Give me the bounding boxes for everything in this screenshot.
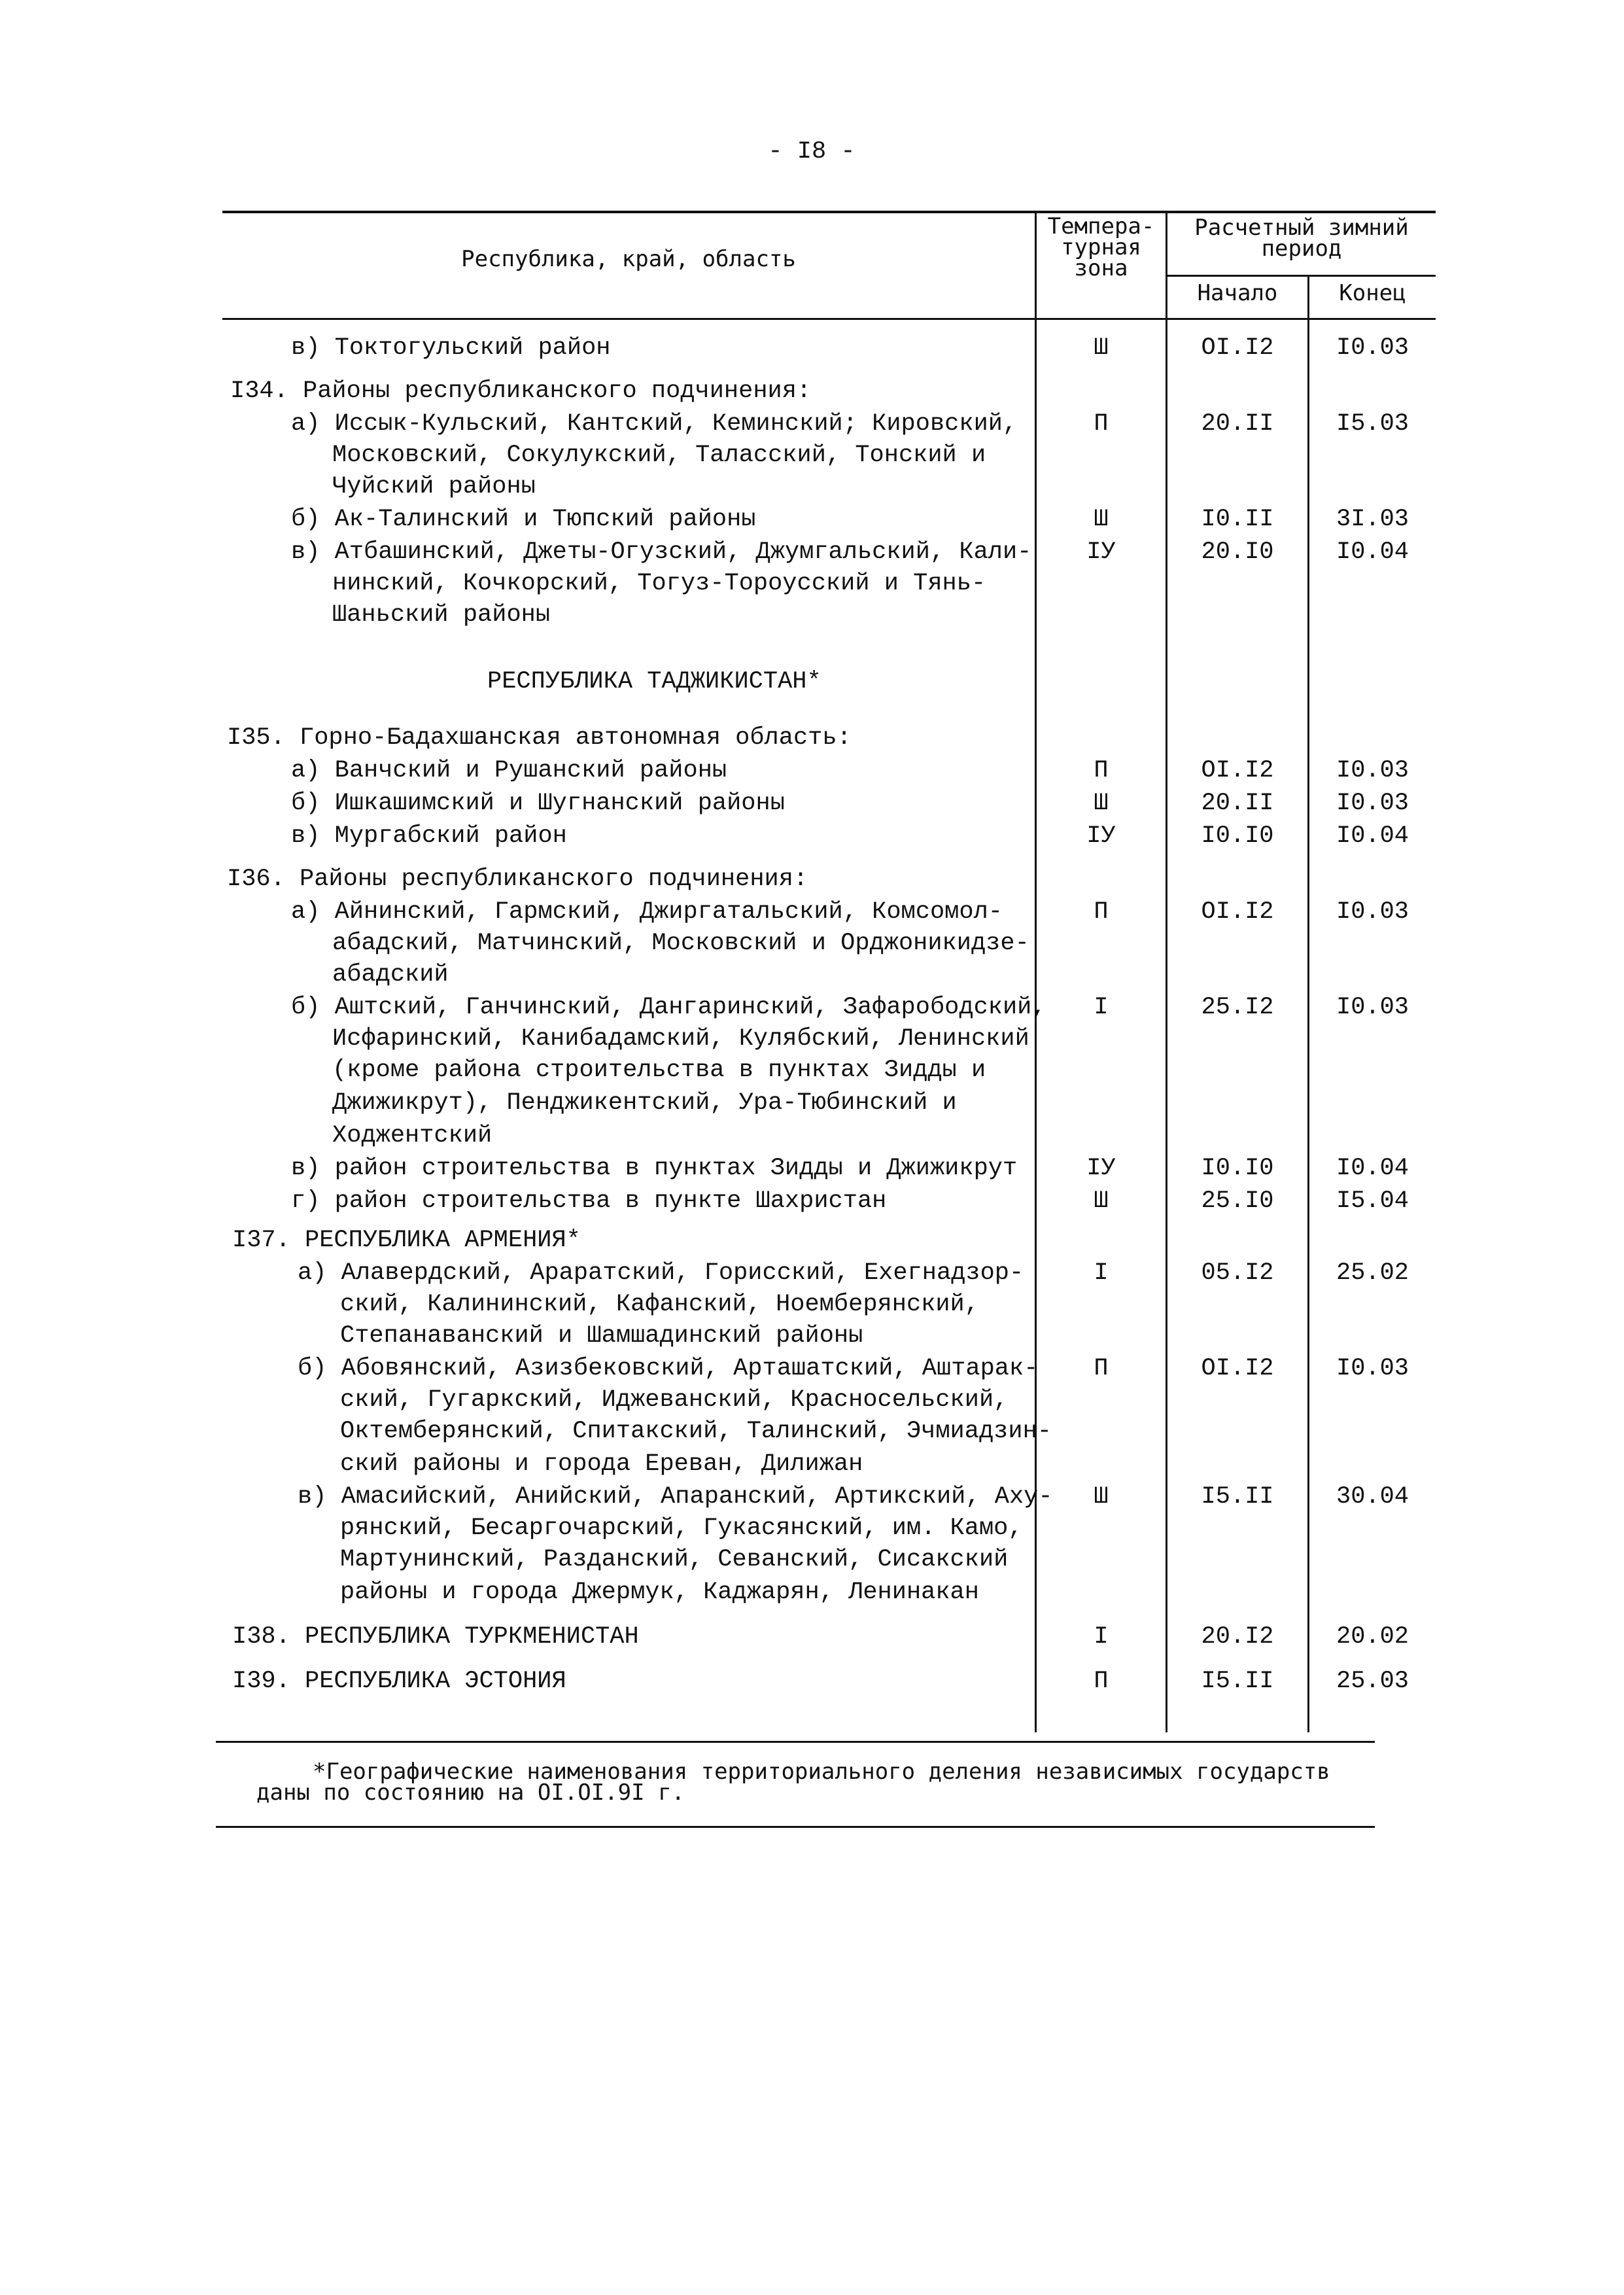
zone-cell: П bbox=[1094, 898, 1109, 926]
start-date-cell: I5.II bbox=[1201, 1668, 1274, 1695]
zone-cell: I bbox=[1094, 1259, 1109, 1287]
row-text-line: б) Ишкашимский и Шугнанский районы bbox=[291, 790, 785, 817]
header-zone-line-1: Темпера- bbox=[1047, 213, 1155, 239]
footnote-bottom-rule bbox=[216, 1826, 1375, 1828]
republic-heading: РЕСПУБЛИКА ТАДЖИКИСТАН* bbox=[487, 668, 821, 695]
row-text-line: абадский bbox=[332, 961, 449, 989]
end-date-cell: 25.03 bbox=[1336, 1668, 1409, 1695]
end-date-cell: I0.03 bbox=[1336, 757, 1409, 784]
zone-cell: П bbox=[1094, 1668, 1109, 1695]
row-text-line: нинский, Кочкорский, Тогуз-Тороусский и Тянь- bbox=[332, 570, 986, 597]
start-date-cell: OI.I2 bbox=[1201, 898, 1274, 926]
end-date-cell: I0.03 bbox=[1336, 334, 1409, 362]
header-bottom-rule bbox=[222, 318, 1436, 320]
zone-cell: Ш bbox=[1094, 1483, 1109, 1511]
row-text-line: Чуйский районы bbox=[332, 473, 536, 500]
row-text-line: ский районы и города Ереван, Дилижан bbox=[340, 1450, 863, 1478]
section-heading: I36. Районы республиканского подчинения: bbox=[227, 866, 808, 893]
row-text-line: Московский, Сокулукский, Таласский, Тонский и bbox=[332, 442, 986, 469]
table-bottom-rule bbox=[216, 1741, 1375, 1743]
period-subheader-rule bbox=[1167, 275, 1436, 277]
zone-cell: Ш bbox=[1094, 506, 1109, 533]
start-date-cell: OI.I2 bbox=[1201, 1355, 1274, 1382]
zone-cell: I bbox=[1094, 1623, 1109, 1651]
row-text-line: Ходжентский bbox=[332, 1122, 492, 1149]
start-date-cell: 20.I2 bbox=[1201, 1623, 1274, 1651]
header-region: Республика, край, область bbox=[461, 246, 796, 272]
zone-cell: П bbox=[1094, 1355, 1109, 1382]
end-date-cell: I0.03 bbox=[1336, 994, 1409, 1021]
end-date-cell: I0.03 bbox=[1336, 898, 1409, 926]
row-text-line: в) Атбашинский, Джеты-Огузский, Джумгальский, Кали- bbox=[291, 538, 1032, 566]
zone-cell: I bbox=[1094, 994, 1109, 1021]
start-date-cell: OI.I2 bbox=[1201, 757, 1274, 784]
row-text-line: (кроме района строительства в пунктах Зидды и bbox=[332, 1057, 986, 1084]
row-text-line: в) Токтогульский район bbox=[291, 334, 611, 362]
start-date-cell: 25.I0 bbox=[1201, 1187, 1274, 1215]
start-date-cell: OI.I2 bbox=[1201, 334, 1274, 362]
end-date-cell: I0.03 bbox=[1336, 790, 1409, 817]
start-date-cell: 25.I2 bbox=[1201, 994, 1274, 1021]
row-text-line: а) Айнинский, Гармский, Джиргатальский, Комсомол- bbox=[291, 898, 1003, 926]
end-date-cell: I0.03 bbox=[1336, 1355, 1409, 1382]
row-text-line: Мартунинский, Разданский, Севанский, Сисакский bbox=[340, 1546, 1009, 1573]
header-period-line-1: Расчетный зимний bbox=[1194, 215, 1409, 241]
row-text-line: б) Аштский, Ганчинский, Дангаринский, Зафарободский, bbox=[291, 994, 1046, 1021]
zone-cell: П bbox=[1094, 410, 1109, 438]
row-text-line: а) Алавердский, Араратский, Горисский, Ехегнадзор- bbox=[298, 1259, 1024, 1287]
zone-cell: IУ bbox=[1086, 1155, 1116, 1182]
end-date-cell: I0.04 bbox=[1336, 538, 1409, 566]
end-date-cell: I5.03 bbox=[1336, 410, 1409, 438]
page-number: - I8 - bbox=[768, 138, 855, 166]
end-date-cell: I0.04 bbox=[1336, 822, 1409, 850]
header-zone-line-2: турная bbox=[1061, 234, 1141, 260]
row-text-line: в) Мургабский район bbox=[291, 822, 567, 850]
row-text-line: а) Ванчский и Рушанский районы bbox=[291, 757, 727, 784]
footnote-line: даны по состоянию на OI.OI.9I г. bbox=[256, 1779, 685, 1806]
header-start: Начало bbox=[1197, 280, 1278, 306]
zone-cell: IУ bbox=[1086, 822, 1116, 850]
zone-cell: П bbox=[1094, 757, 1109, 784]
end-date-cell: 30.04 bbox=[1336, 1483, 1409, 1511]
zone-cell: Ш bbox=[1094, 1187, 1109, 1215]
row-text-line: абадский, Матчинский, Московский и Орджоникидзе- bbox=[332, 930, 1029, 957]
end-date-cell: I0.04 bbox=[1336, 1155, 1409, 1182]
footnote-line: *Географические наименования территориального деления независимых государств bbox=[313, 1759, 1330, 1785]
zone-cell: Ш bbox=[1094, 790, 1109, 817]
end-date-cell: 20.02 bbox=[1336, 1623, 1409, 1651]
table-top-rule bbox=[222, 211, 1436, 213]
row-text-line: г) район строительства в пункте Шахристан bbox=[291, 1187, 887, 1215]
row-text-line: рянский, Бесаргочарский, Гукасянский, им. Камо, bbox=[340, 1515, 1023, 1542]
zone-cell: IУ bbox=[1086, 538, 1116, 566]
section-heading: I39. РЕСПУБЛИКА ЭСТОНИЯ bbox=[232, 1668, 566, 1695]
row-text-line: Октемберянский, Спитакский, Талинский, Эчмиадзин- bbox=[340, 1418, 1052, 1445]
row-text-line: б) Ак-Талинский и Тюпский районы bbox=[291, 506, 756, 533]
section-heading: I37. РЕСПУБЛИКА АРМЕНИЯ* bbox=[232, 1227, 581, 1254]
section-heading: I38. РЕСПУБЛИКА ТУРКМЕНИСТАН bbox=[232, 1623, 639, 1651]
end-date-cell: I5.04 bbox=[1336, 1187, 1409, 1215]
start-date-cell: I0.II bbox=[1201, 506, 1274, 533]
zone-cell: Ш bbox=[1094, 334, 1109, 362]
row-text-line: Степанаванский и Шамшадинский районы bbox=[340, 1322, 863, 1350]
start-date-cell: I0.I0 bbox=[1201, 1155, 1274, 1182]
row-text-line: районы и города Джермук, Каджарян, Ленинакан bbox=[340, 1579, 979, 1606]
end-date-cell: 3I.03 bbox=[1336, 506, 1409, 533]
row-text-line: ский, Калининский, Кафанский, Ноемберянский, bbox=[340, 1291, 979, 1318]
row-text-line: Шаньский районы bbox=[332, 601, 551, 629]
end-date-cell: 25.02 bbox=[1336, 1259, 1409, 1287]
start-date-cell: 20.II bbox=[1201, 410, 1274, 438]
row-text-line: в) Амасийский, Анийский, Апаранский, Артикский, Аху- bbox=[298, 1483, 1053, 1511]
start-date-cell: 20.II bbox=[1201, 790, 1274, 817]
header-zone-line-3: зона bbox=[1074, 255, 1128, 281]
start-date-cell: I5.II bbox=[1201, 1483, 1274, 1511]
row-text-line: ский, Гугаркский, Иджеванский, Красносельский, bbox=[340, 1386, 1009, 1414]
header-end: Конец bbox=[1339, 280, 1406, 306]
row-text-line: Джижикрут), Пенджикентский, Ура-Тюбинский и bbox=[332, 1089, 957, 1117]
row-text-line: Исфаринский, Канибадамский, Кулябский, Ленинский bbox=[332, 1025, 1029, 1053]
section-heading: I35. Горно-Бадахшанская автономная область: bbox=[227, 724, 852, 752]
start-date-cell: I0.I0 bbox=[1201, 822, 1274, 850]
start-date-cell: 05.I2 bbox=[1201, 1259, 1274, 1287]
row-text-line: б) Абовянский, Азизбековский, Арташатский, Аштарак- bbox=[298, 1355, 1039, 1382]
row-text-line: а) Иссык-Кульский, Кантский, Кеминский; Кировский, bbox=[291, 410, 1018, 438]
row-text-line: в) район строительства в пунктах Зидды и Джижикрут bbox=[291, 1155, 1018, 1182]
section-heading: I34. Районы республиканского подчинения: bbox=[230, 377, 812, 405]
start-date-cell: 20.I0 bbox=[1201, 538, 1274, 566]
header-period-line-2: период bbox=[1261, 236, 1342, 262]
